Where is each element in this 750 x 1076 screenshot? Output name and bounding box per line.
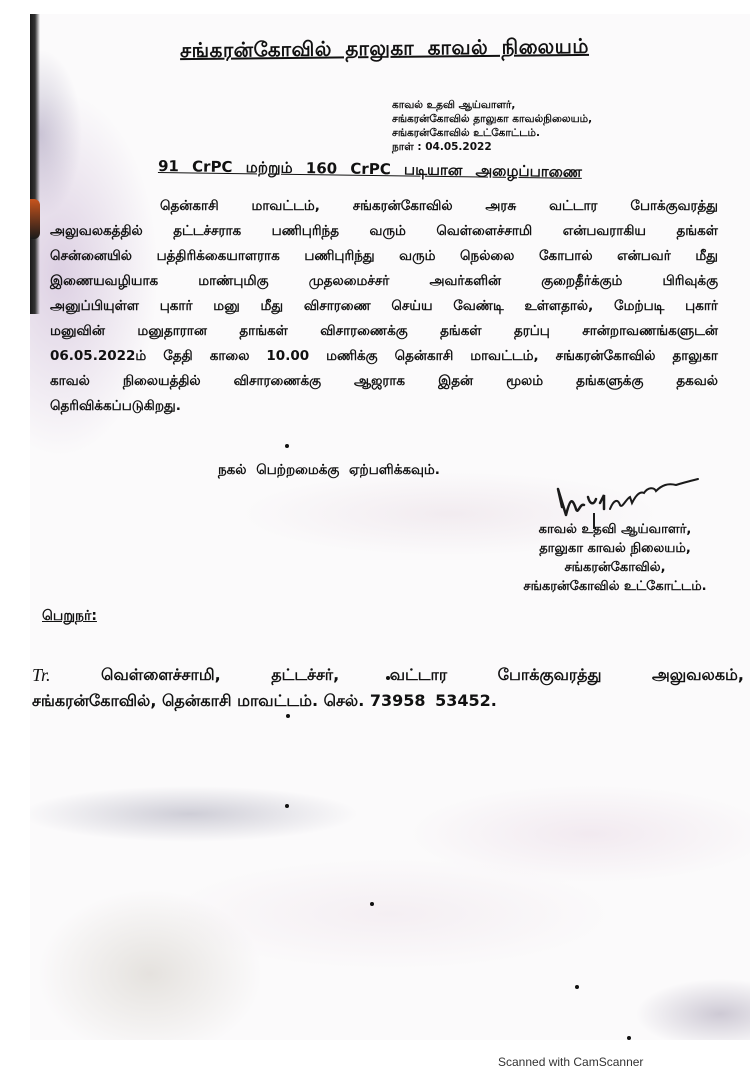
body-word: வெள்ளைச்சாமி [436, 223, 533, 239]
body-word: அவர்களின் [429, 273, 502, 289]
body-word: விசாரணை [303, 298, 371, 314]
copy-acknowledgement-note: நகல் பெற்றமைக்கு ஏற்பளிக்கவும். [218, 462, 440, 478]
body-word: மேற்படி [614, 298, 665, 314]
body-word: மணிக்கு [326, 348, 378, 364]
scan-speck [286, 714, 290, 718]
body-word: மனுவின் [50, 323, 105, 339]
body-word: வரும் [399, 248, 436, 264]
scan-speck [285, 804, 289, 808]
body-word: நிலையத்தில் [122, 373, 201, 389]
body-word: தரப்பு [513, 323, 550, 339]
body-word: சங்கரன்கோவில் [555, 348, 656, 364]
sender-line: சங்கரன்கோவில் தாலுகா காவல்நிலையம், [392, 113, 593, 125]
scan-edge-stain [30, 199, 40, 239]
recipient-prefix: Tr. [32, 665, 51, 685]
body-line [50, 394, 718, 419]
body-word: தாலுகா [672, 348, 718, 364]
sender-line: சங்கரன்கோவில் உட்கோட்டம். [392, 127, 540, 139]
body-word: தகவல் [676, 373, 718, 389]
body-word: பணிபுரிந்து [304, 248, 375, 264]
body-line [50, 294, 718, 319]
recipient-line-1 [32, 662, 744, 688]
recipient-word: வெள்ளைச்சாமி, [101, 665, 221, 684]
recipient-word: வட்டார [389, 665, 448, 684]
signatory-line: தாலுகா காவல் நிலையம், [539, 541, 691, 556]
body-line [50, 219, 718, 244]
scan-speck [627, 1036, 631, 1040]
body-line [50, 344, 718, 369]
body-word: காலை [209, 348, 250, 364]
body-word: இணையவழியாக [50, 273, 159, 289]
scan-edge-shadow [30, 14, 40, 314]
sender-block [392, 98, 592, 154]
body-word: வரும் [369, 223, 406, 239]
body-line [50, 319, 718, 344]
signatory-line: காவல் உதவி ஆய்வாளர், [538, 522, 692, 537]
body-word: என்பவர் [617, 248, 671, 264]
body-word: தென்காசி [394, 348, 454, 364]
body-word: பத்திரிக்கையாளராக [156, 248, 280, 264]
body-word: முதலமைச்சர் [308, 273, 390, 289]
body-word: மூலம் [506, 373, 544, 389]
body-word: மாவட்டம், [251, 198, 320, 214]
recipient-address [32, 662, 744, 714]
signatory-line: சங்கரன்கோவில், [564, 560, 666, 575]
body-word: குறைதீர்க்கும் [541, 273, 623, 289]
body-line [50, 244, 718, 269]
body-word: தங்கள் [440, 323, 482, 339]
body-word: என்பவராகிய [562, 223, 646, 239]
sender-line: காவல் உதவி ஆய்வாளர், [392, 99, 516, 111]
signatory-line: சங்கரன்கோவில் உட்கோட்டம். [523, 579, 707, 594]
body-word: சென்னையில் [50, 248, 133, 264]
body-word: நெல்லை [460, 248, 515, 264]
body-line [50, 369, 718, 394]
body-word: சங்கரன்கோவில் [352, 198, 453, 214]
body-word: மாண்புமிகு [198, 273, 269, 289]
scan-speck [285, 444, 289, 448]
body-word: இதன் [438, 373, 474, 389]
date-label: நாள் : [392, 141, 422, 153]
scan-speck [370, 902, 374, 906]
body-word: ஆஜராக [354, 373, 406, 389]
body-word: தட்டச்சராக [173, 223, 242, 239]
camscanner-watermark: Scanned with CamScanner [498, 1055, 644, 1069]
body-word: பணிபுரிந்த [271, 223, 340, 239]
body-word: போக்குவரத்து [630, 198, 718, 214]
body-word: உள்ளதால், [524, 298, 594, 314]
body-word: தாங்கள் [239, 323, 288, 339]
subject-heading: 91 CrPC மற்றும் 160 CrPC படியான அழைப்பாணை [157, 157, 583, 181]
body-word: மாவட்டம், [470, 348, 539, 364]
body-word: விசாரணைக்கு [233, 373, 322, 389]
body-word: தேதி [163, 348, 193, 364]
body-word: மீது [260, 298, 284, 314]
body-word: காவல் [50, 373, 90, 389]
body-word: அலுவலகத்தில் [50, 223, 143, 239]
body-word: விசாரணைக்கு [320, 323, 408, 339]
recipient-label: பெறுநர்: [42, 608, 97, 624]
recipient-line-2 [32, 688, 744, 714]
body-word: தங்களுக்கு [576, 373, 644, 389]
body-word: சான்றாவணங்களுடன் [582, 323, 718, 339]
body-paragraph [50, 194, 718, 419]
body-word: மீது [695, 248, 718, 264]
body-word: 10.00 [266, 348, 310, 364]
body-word: தென்காசி [160, 198, 219, 214]
recipient-word: அலுவலகம், [651, 665, 744, 684]
signatory-block [490, 520, 740, 596]
body-word: பிரிவுக்கு [662, 273, 718, 289]
recipient-word: தட்டச்சர், [271, 665, 340, 684]
body-word: புகார் [685, 298, 718, 314]
body-word: வேண்டி [453, 298, 504, 314]
sender-date [392, 140, 592, 154]
body-word: மனு [213, 298, 240, 314]
body-word: அனுப்பியுள்ள [50, 298, 139, 314]
scan-speck [575, 985, 579, 989]
body-line [50, 269, 718, 294]
scanned-document-page [30, 14, 750, 1040]
body-word: தங்கள் [676, 223, 718, 239]
body-word: கோபால் [538, 248, 593, 264]
body-line [50, 194, 718, 219]
body-word: வட்டார [549, 198, 598, 214]
recipient-word: போக்குவரத்து [497, 665, 602, 684]
body-word: தெரிவிக்கப்படுகிறது. [50, 398, 181, 414]
date-value: 04.05.2022 [425, 141, 492, 153]
body-word: மனுதாரான [137, 323, 207, 339]
recipient-location: சங்கரன்கோவில், தென்காசி மாவட்டம். செல். [32, 691, 365, 710]
body-word: அரசு [485, 198, 517, 214]
body-word: செய்ய [391, 298, 433, 314]
station-title: சங்கரன்கோவில் தாலுகா காவல் நிலையம் [179, 33, 590, 63]
body-word: 06.05.2022ம் [50, 348, 147, 364]
body-word: புகார் [159, 298, 193, 314]
recipient-phone[interactable]: 73958 53452. [369, 691, 497, 710]
